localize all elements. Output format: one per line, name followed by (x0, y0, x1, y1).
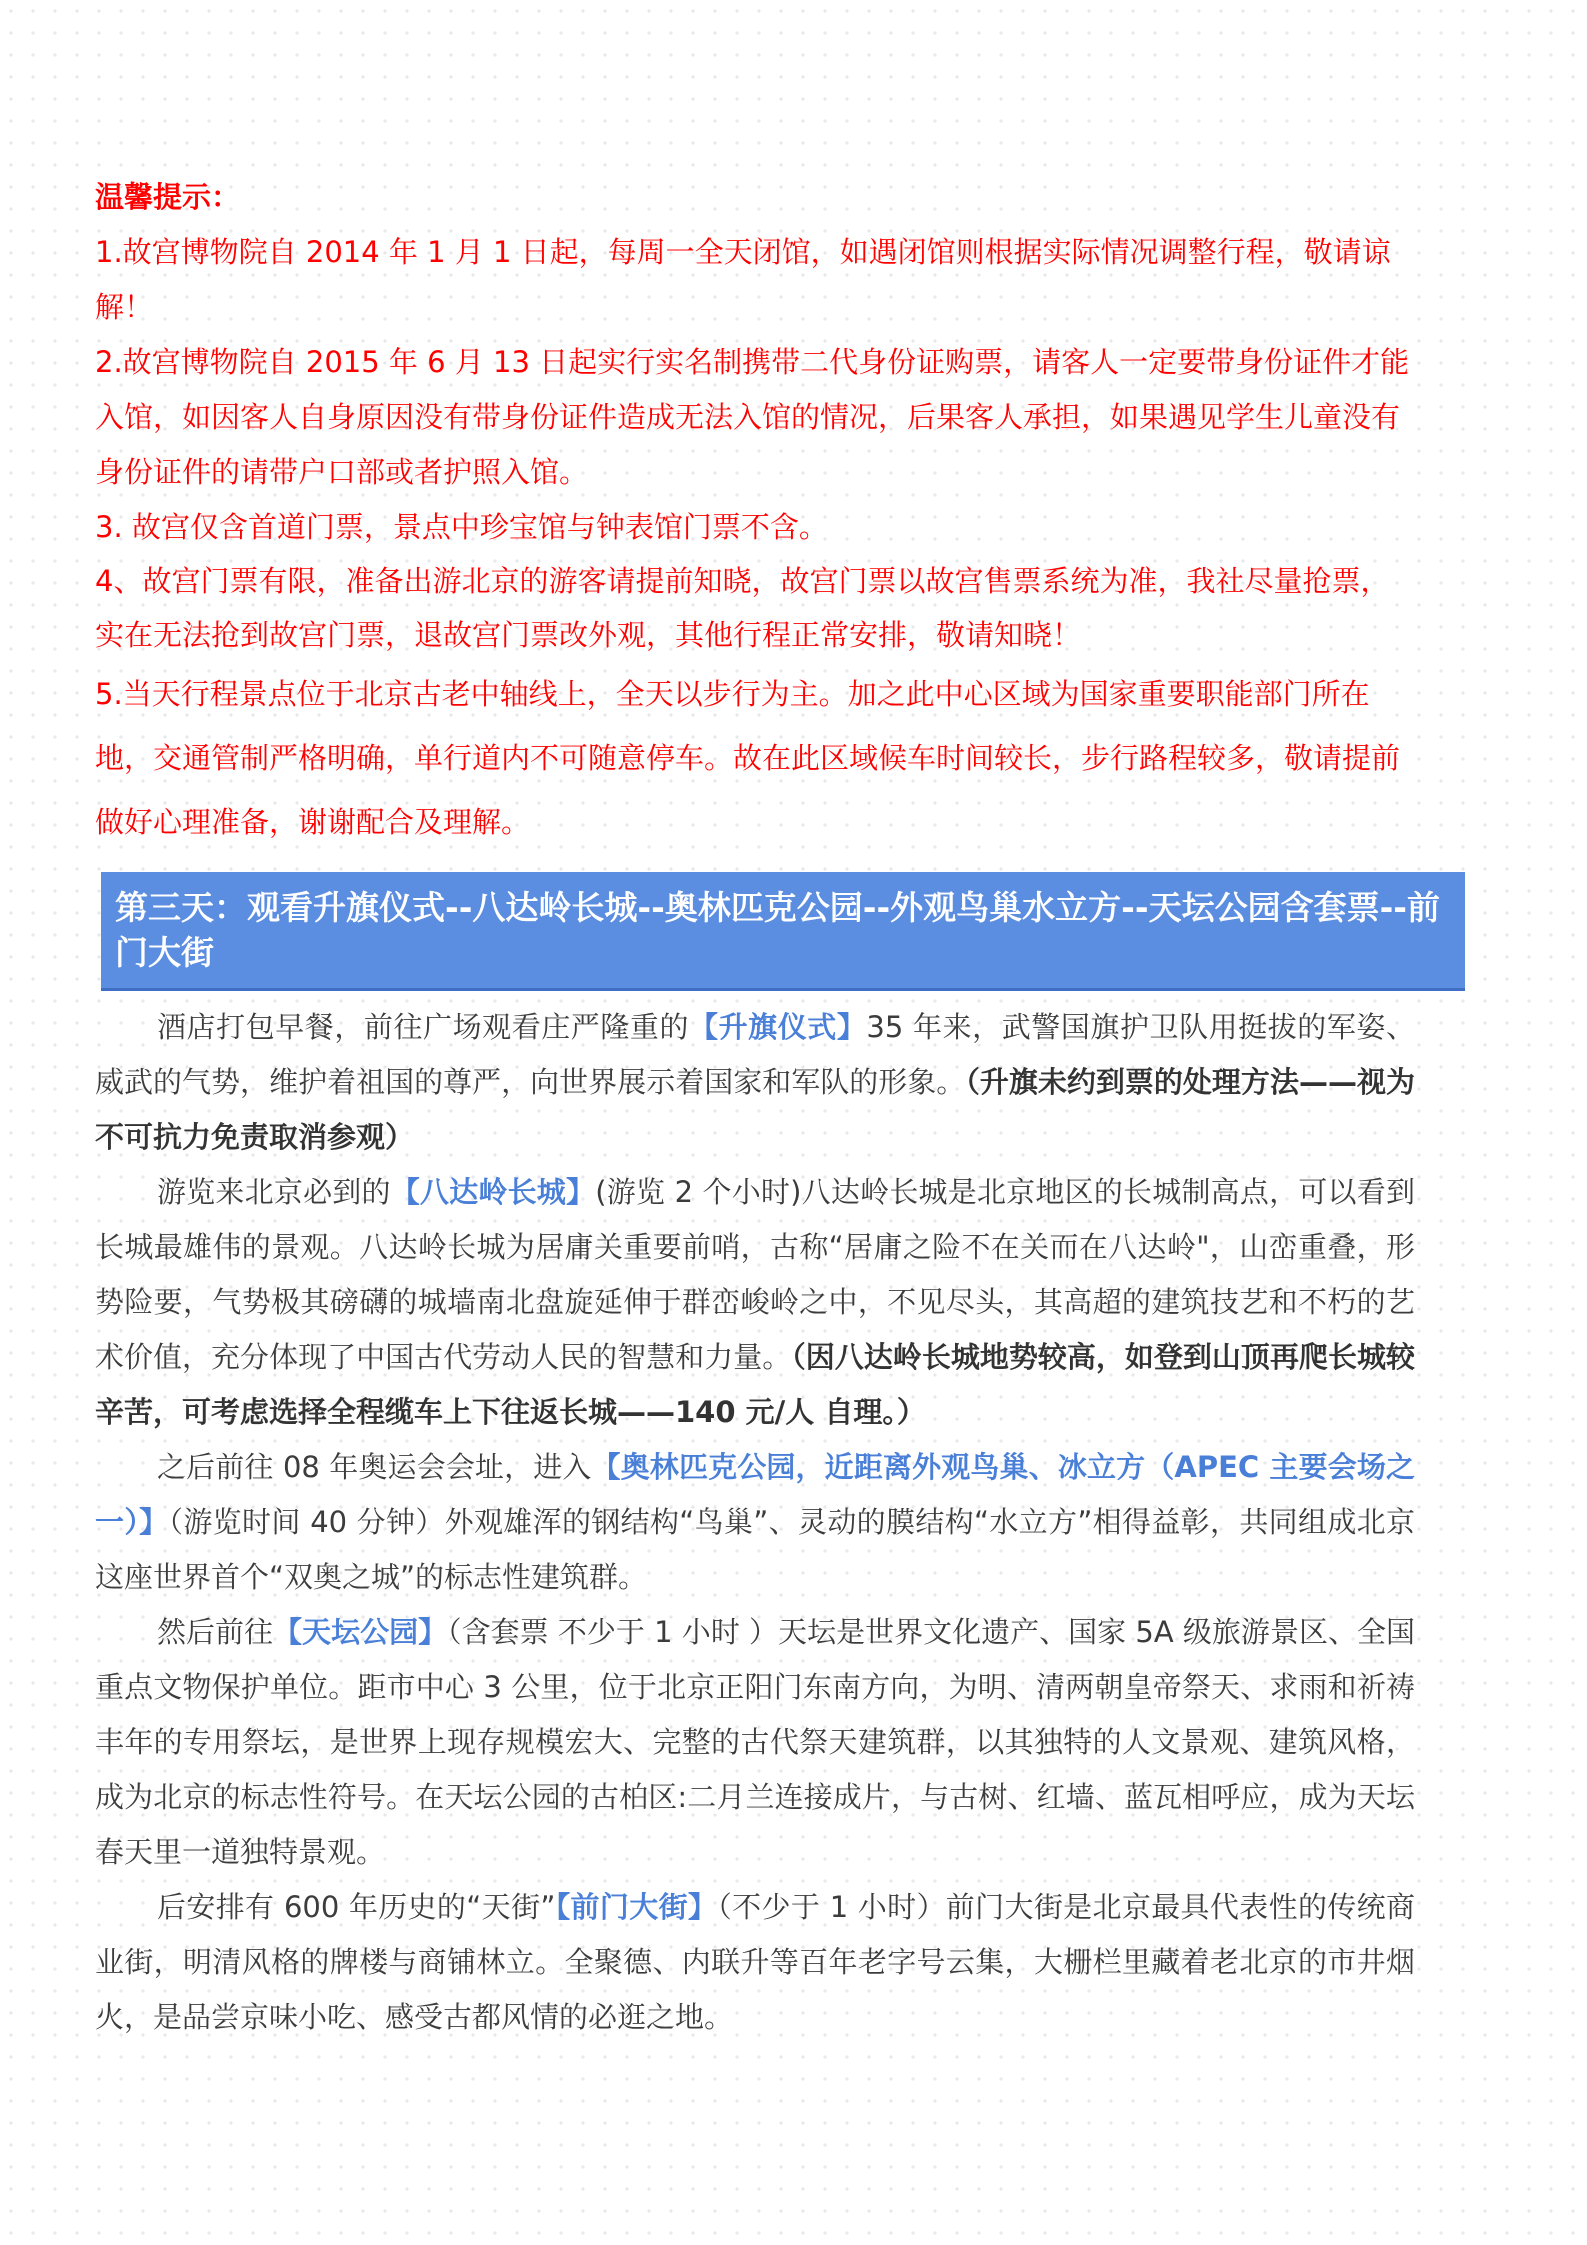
highlight-flag-ceremony: 【升旗仪式】 (689, 1010, 867, 1044)
highlight-olympic-park: 【奥林匹克公园，近距离外观鸟巢、冰立方（APEC 主要会场之一）】 (95, 1450, 1416, 1539)
reminder-title: 温馨提示： (95, 180, 241, 214)
highlight-qianmen: 【前门大街】 (555, 1890, 718, 1924)
text: （不少于 1 小时）前门大街是北京最具代表性的传统商业街，明清风格的牌楼与商铺林立。全聚德、内联升等百年老字号云集，大栅栏里藏着老北京的市井烟火，是品尝京味小吃、感受古都风情的必逛之地。 (95, 1890, 1415, 2034)
reminder-section (95, 170, 1415, 854)
paragraph-temple-of-heaven (95, 1605, 1415, 1880)
text: 游览来北京必到的 (157, 1175, 391, 1209)
note-cable-car: （因八达岭长城地势较高，如登到山顶再爬长城较辛苦，可考虑选择全程缆车上下往返长城——140 元/人 自理。） (95, 1340, 1415, 1429)
text: （含套票 不少于 1 小时 ）天坛是世界文化遗产、国家 5A 级旅游景区、全国重点文物保护单位。距市中心 3 公里，位于北京正阳门东南方向，为明、清两朝皇帝祭天、求雨和祈祷丰年的专用祭坛，是世界上现存规模宏大、完整的古代祭天建筑群，以其独特的人文景观、建筑风格，成为北京的标志性符号。在天坛公园的古柏区:二月兰连接成片，与古树、红墙、蓝瓦相呼应，成为天坛春天里一道独特景观。 (95, 1615, 1415, 1869)
reminder-item-4: 4、故宫门票有限，准备出游北京的游客请提前知晓，故宫门票以故宫售票系统为准，我社尽量抢票，实在无法抢到故宫门票，退故宫门票改外观，其他行程正常安排，敬请知晓！ (95, 564, 1390, 652)
text: 之后前往 08 年奥运会会址，进入 (157, 1450, 592, 1484)
highlight-badaling: 【八达岭长城】 (390, 1175, 596, 1209)
note-flag-ceremony: （升旗未约到票的处理方法——视为不可抗力免责取消参观） (95, 1065, 1415, 1154)
reminder-item-3: 3. 故宫仅含首道门票，景点中珍宝馆与钟表馆门票不含。 (95, 510, 828, 544)
text: 然后前往 (157, 1615, 274, 1649)
text: 35 年来，武警国旗护卫队用挺拔的军姿、威武的气势，维护着祖国的尊严，向世界展示着国家和军队的形象。 (95, 1010, 1415, 1099)
paragraph-great-wall (95, 1165, 1415, 1440)
reminder-item-2: 2.故宫博物院自 2015 年 6 月 13 日起实行实名制携带二代身份证购票，请客人一定要带身份证件才能入馆，如因客人自身原因没有带身份证件造成无法入馆的情况，后果客人承担，如果遇见学生儿童没有身份证件的请带户口部或者护照入馆。 (95, 345, 1410, 489)
text: 后安排有 600 年历史的“天街” (157, 1890, 556, 1924)
reminder-item-5: 5.当天行程景点位于北京古老中轴线上，全天以步行为主。加之此中心区域为国家重要职能部门所在地，交通管制严格明确，单行道内不可随意停车。故在此区域候车时间较长，步行路程较多，敬请提前做好心理准备，谢谢配合及理解。 (95, 677, 1401, 839)
paragraph-qianmen (95, 1880, 1415, 2045)
reminder-item-1: 1.故宫博物院自 2014 年 1 月 1 日起，每周一全天闭馆，如遇闭馆则根据实际情况调整行程，敬请谅解！ (95, 235, 1391, 324)
day-three-header: 第三天：观看升旗仪式--八达岭长城--奥林匹克公园--外观鸟巢水立方--天坛公园含套票--前门大街 (101, 872, 1465, 991)
day-three-itinerary (95, 1000, 1415, 2045)
highlight-temple-of-heaven: 【天坛公园】 (273, 1615, 448, 1649)
paragraph-olympic-park (95, 1440, 1415, 1605)
text: 酒店打包早餐，前往广场观看庄严隆重的 (157, 1010, 690, 1044)
text: （游览时间 40 分钟）外观雄浑的钢结构“鸟巢”、灵动的膜结构“水立方”相得益彰，共同组成北京这座世界首个“双奥之城”的标志性建筑群。 (95, 1505, 1415, 1594)
paragraph-flag-ceremony (95, 1000, 1415, 1165)
text: (游览 2 个小时)八达岭长城是北京地区的长城制高点，可以看到长城最雄伟的景观。八达岭长城为居庸关重要前哨，古称“居庸之险不在关而在八达岭"，山峦重叠，形势险要，气势极其磅礴的城墙南北盘旋延伸于群峦峻岭之中，不见尽头，其高超的建筑技艺和不朽的艺术价值，充分体现了中国古代劳动人民的智慧和力量。 (95, 1175, 1415, 1374)
